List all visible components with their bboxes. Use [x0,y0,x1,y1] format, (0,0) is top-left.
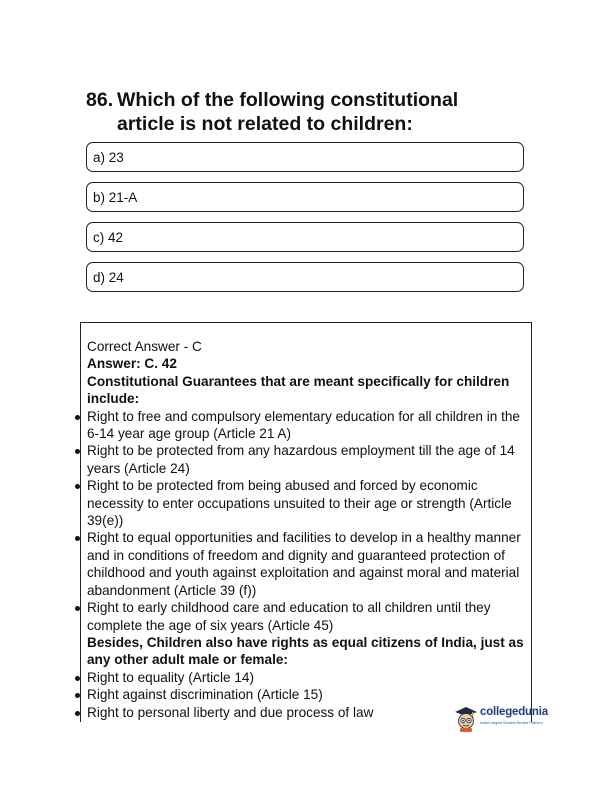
graduate-mascot-icon [454,706,478,732]
question-number: 86. [86,89,114,111]
equal-citizens-heading: Besides, Children also have rights as equal citizens of India, just as any other adult male or female: [87,634,524,668]
bullet-icon [75,711,80,716]
list-item: Right to be protected from any hazardous employment till the age of 14 years (Article 24) [87,442,531,477]
list-item: Right to free and compulsory elementary education for all children in the 6-14 year age group (Article 21 A) [87,408,531,443]
option-a[interactable]: a) 23 [86,142,524,172]
option-d[interactable]: d) 24 [86,262,524,292]
list-item: Right against discrimination (Article 15) [87,686,531,703]
collegedunia-logo[interactable] [454,704,574,734]
list-item: Right to personal liberty and due process of law [87,704,531,721]
guarantees-heading: Constitutional Guarantees that are meant specifically for children include: [87,373,510,407]
guarantees-list [87,408,531,634]
list-item: Right to early childhood care and education to all children until they complete the age of six years (Article 45) [87,599,531,634]
question-text-line-2: article is not related to children: [117,113,413,135]
correct-answer-label: Correct Answer - C [87,339,202,354]
bullet-icon [75,415,80,420]
option-c[interactable]: c) 42 [86,222,524,252]
list-item: Right to be protected from being abused and forced by economic necessity to enter occupations unsuited to their age or strength (Article 39(e)) [87,477,531,529]
answer-content [87,338,531,721]
brand-name: collegedunia [480,706,548,718]
question-text-line-1: Which of the following constitutional [117,89,459,111]
list-item: Right to equal opportunities and facilities to develop in a healthy manner and in conditions of freedom and dignity and guaranteed protection of childhood and youth against exploitation and against moral and material abandonment (Article 39 (f)) [87,529,531,599]
list-item: Right to equality (Article 14) [87,669,531,686]
option-b[interactable]: b) 21-A [86,182,524,212]
answer-line: Answer: C. 42 [87,356,177,372]
bullet-icon [75,676,80,681]
brand-tagline: India's largest Student Review Platform [480,721,543,725]
